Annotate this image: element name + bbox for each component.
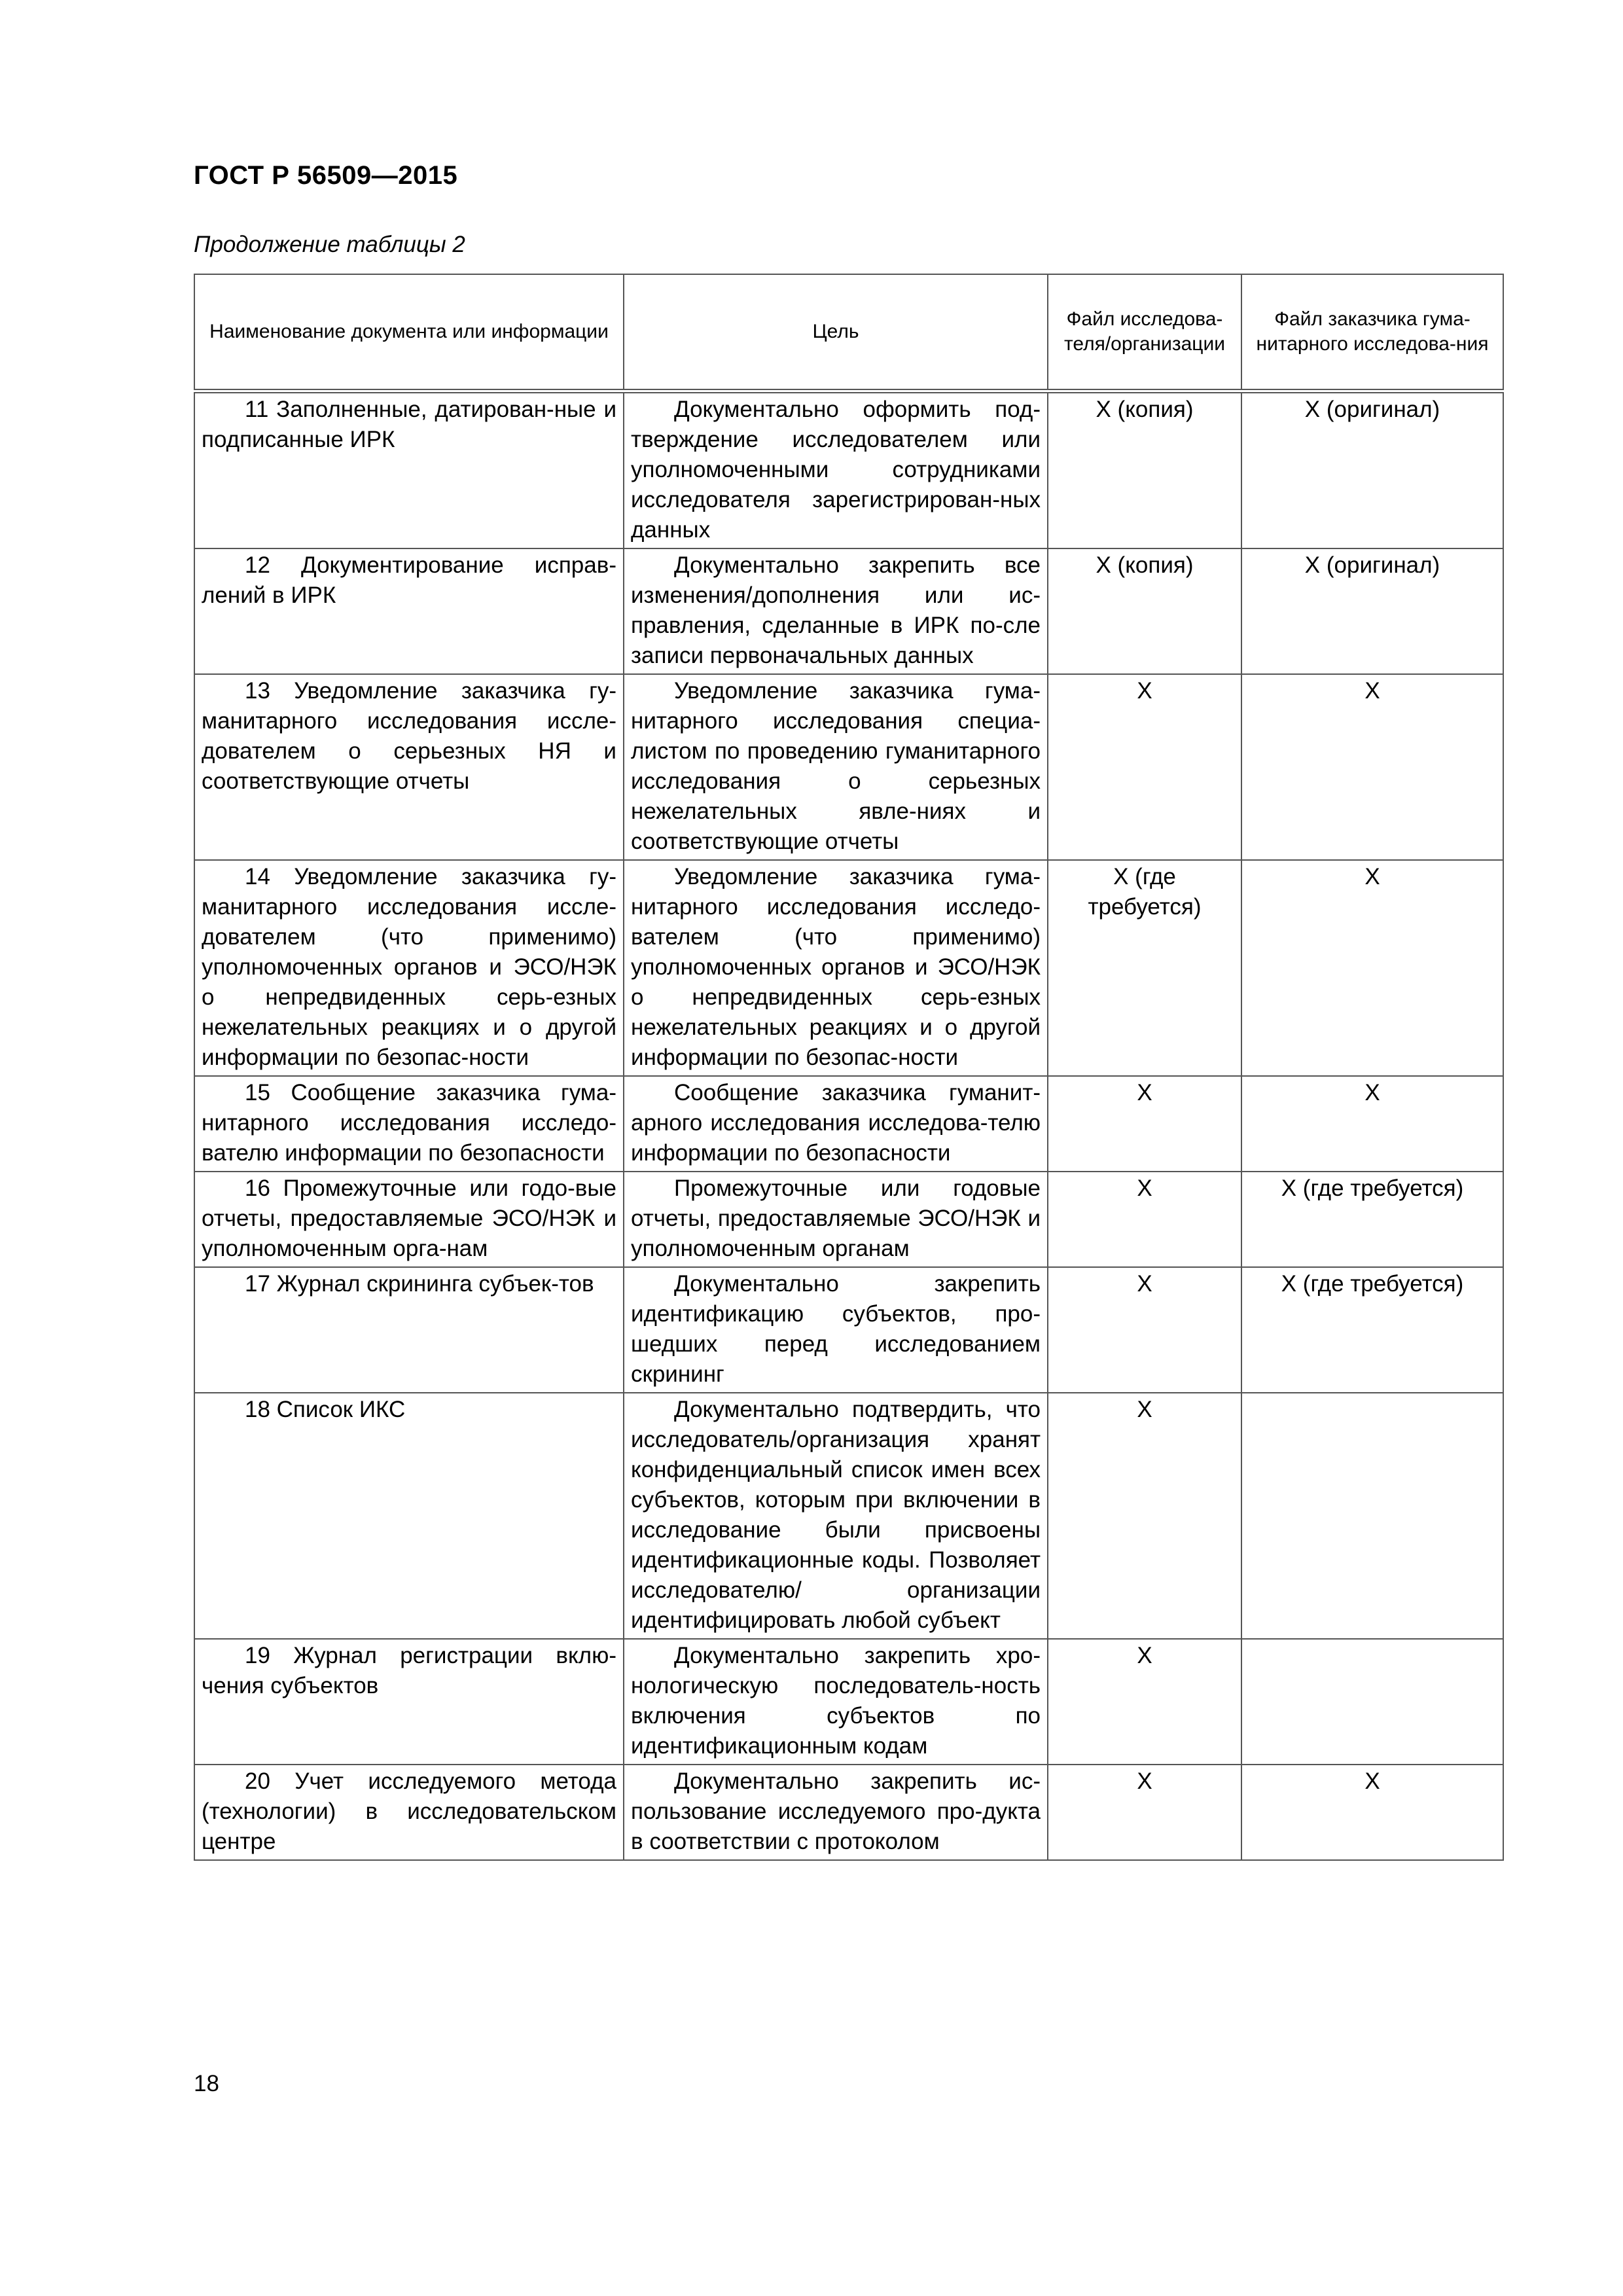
cell-sponsor-file	[1241, 1267, 1503, 1393]
cell-purpose-text: Документально закрепить ис-пользование исследуемого про-дукта в соответствии с протоколом	[631, 1768, 1041, 1854]
cell-document-name	[194, 1172, 624, 1267]
cell-document-name	[194, 1267, 624, 1393]
column-header-name: Наименование документа или информации	[194, 274, 624, 391]
column-header-sponsor-file: Файл заказчика гума-нитарного исследова-ния	[1241, 274, 1503, 391]
cell-investigator-file	[1048, 1172, 1241, 1267]
cell-investigator-file-text: Х (копия)	[1096, 552, 1194, 578]
table-row	[194, 1639, 1503, 1765]
cell-sponsor-file-text: Х (где требуется)	[1281, 1271, 1464, 1297]
cell-document-name	[194, 1076, 624, 1172]
cell-sponsor-file-text: Х	[1364, 1080, 1380, 1105]
cell-investigator-file	[1048, 674, 1241, 860]
table-row	[194, 674, 1503, 860]
cell-document-name-text: 12 Документирование исправ-лений в ИРК	[202, 552, 616, 608]
cell-sponsor-file-text: Х	[1364, 678, 1380, 704]
cell-document-name-text: 14 Уведомление заказчика гу-манитарного исследования иссле-дователем (что применимо) уполномоченных органов и ЭСО/НЭК о непредвиденных серь-езных нежелательных реакциях и о другой информации по безопас-ности	[202, 864, 616, 1070]
cell-document-name-text: 15 Сообщение заказчика гума-нитарного исследования исследо-вателю информации по безопасности	[202, 1080, 616, 1166]
cell-sponsor-file-text: Х	[1364, 1768, 1380, 1794]
cell-investigator-file	[1048, 391, 1241, 549]
column-header-purpose: Цель	[624, 274, 1048, 391]
cell-sponsor-file-text: Х (где требуется)	[1281, 1175, 1464, 1201]
cell-document-name	[194, 391, 624, 549]
cell-investigator-file	[1048, 1267, 1241, 1393]
cell-sponsor-file-text: Х	[1364, 864, 1380, 889]
cell-investigator-file-text: Х (где требуется)	[1088, 864, 1202, 920]
cell-document-name-text: 11 Заполненные, датирован-ные и подписанные ИРК	[202, 397, 616, 452]
cell-document-name-text: 19 Журнал регистрации вклю-чения субъектов	[202, 1643, 616, 1698]
cell-investigator-file-text: Х (копия)	[1096, 397, 1194, 422]
cell-purpose-text: Документально оформить под-тверждение исследователем или уполномоченными сотрудниками исследователя зарегистрирован-ных данных	[631, 397, 1041, 543]
cell-purpose-text: Уведомление заказчика гума-нитарного исследования специа-листом по проведению гуманитарного исследования о серьезных нежелательных явле-ниях и соответствующие отчеты	[631, 678, 1041, 854]
document-table	[194, 274, 1504, 1861]
table-row	[194, 860, 1503, 1076]
table-row	[194, 1393, 1503, 1639]
cell-purpose-text: Документально закрепить хро-нологическую последователь-ность включения субъектов по идентификационным кодам	[631, 1643, 1041, 1759]
cell-purpose	[624, 548, 1048, 674]
cell-sponsor-file	[1241, 674, 1503, 860]
column-header-investigator-file: Файл исследова-теля/организации	[1048, 274, 1241, 391]
cell-sponsor-file	[1241, 1172, 1503, 1267]
table-row	[194, 1076, 1503, 1172]
table-row	[194, 391, 1503, 549]
cell-document-name	[194, 548, 624, 674]
cell-investigator-file-text: Х	[1137, 1397, 1152, 1422]
cell-investigator-file-text: Х	[1137, 1643, 1152, 1668]
cell-investigator-file	[1048, 548, 1241, 674]
cell-purpose	[624, 1639, 1048, 1765]
cell-purpose-text: Уведомление заказчика гума-нитарного исследования исследо-вателем (что применимо) уполномоченных органов и ЭСО/НЭК о непредвиденных серь-езных нежелательных реакциях и о другой информации по безопас-ности	[631, 864, 1041, 1070]
document-code: ГОСТ Р 56509—2015	[194, 161, 458, 190]
cell-investigator-file-text: Х	[1137, 678, 1152, 704]
cell-investigator-file-text: Х	[1137, 1080, 1152, 1105]
cell-document-name-text: 18 Список ИКС	[245, 1397, 406, 1422]
cell-investigator-file-text: Х	[1137, 1175, 1152, 1201]
table-caption: Продолжение таблицы 2	[194, 232, 465, 257]
cell-investigator-file	[1048, 1765, 1241, 1860]
cell-document-name	[194, 674, 624, 860]
cell-purpose	[624, 391, 1048, 549]
cell-investigator-file	[1048, 1076, 1241, 1172]
cell-purpose	[624, 1076, 1048, 1172]
cell-document-name-text: 20 Учет исследуемого метода (технологии) в исследовательском центре	[202, 1768, 616, 1854]
table-header-row	[194, 274, 1503, 391]
table-row	[194, 1172, 1503, 1267]
cell-purpose-text: Документально закрепить все изменения/дополнения или ис-правления, сделанные в ИРК по-сле записи первоначальных данных	[631, 552, 1041, 668]
cell-sponsor-file	[1241, 548, 1503, 674]
cell-document-name	[194, 1393, 624, 1639]
cell-document-name	[194, 860, 624, 1076]
cell-investigator-file-text: Х	[1137, 1768, 1152, 1794]
cell-document-name	[194, 1639, 624, 1765]
cell-purpose	[624, 860, 1048, 1076]
cell-purpose	[624, 1765, 1048, 1860]
cell-sponsor-file	[1241, 1393, 1503, 1639]
cell-investigator-file	[1048, 860, 1241, 1076]
cell-purpose-text: Сообщение заказчика гуманит-арного исследования исследова-телю информации по безопасности	[631, 1080, 1041, 1166]
cell-sponsor-file	[1241, 391, 1503, 549]
cell-document-name-text: 17 Журнал скрининга субъек-тов	[245, 1271, 594, 1297]
table-row	[194, 1765, 1503, 1860]
table-row	[194, 548, 1503, 674]
cell-sponsor-file-text: Х (оригинал)	[1304, 552, 1440, 578]
cell-purpose-text: Документально подтвердить, что исследователь/организация хранят конфиденциальный список имен всех субъектов, которым при включении в исследование были присвоены идентификационные коды. Позволяет исследователю/ организации идентифицировать любой субъект	[631, 1397, 1041, 1633]
cell-purpose	[624, 1267, 1048, 1393]
cell-purpose	[624, 1393, 1048, 1639]
cell-investigator-file-text: Х	[1137, 1271, 1152, 1297]
cell-sponsor-file	[1241, 1765, 1503, 1860]
cell-sponsor-file-text: Х (оригинал)	[1304, 397, 1440, 422]
cell-purpose-text: Промежуточные или годовые отчеты, предоставляемые ЭСО/НЭК и уполномоченным органам	[631, 1175, 1041, 1261]
table-row	[194, 1267, 1503, 1393]
cell-purpose	[624, 674, 1048, 860]
cell-investigator-file	[1048, 1639, 1241, 1765]
cell-document-name	[194, 1765, 624, 1860]
page-number: 18	[194, 2071, 219, 2096]
cell-sponsor-file	[1241, 1639, 1503, 1765]
cell-document-name-text: 16 Промежуточные или годо-вые отчеты, предоставляемые ЭСО/НЭК и уполномоченным орга-нам	[202, 1175, 616, 1261]
cell-sponsor-file	[1241, 860, 1503, 1076]
cell-purpose-text: Документально закрепить идентификацию субъектов, про-шедших перед исследованием скрининг	[631, 1271, 1041, 1387]
cell-investigator-file	[1048, 1393, 1241, 1639]
cell-sponsor-file	[1241, 1076, 1503, 1172]
cell-purpose	[624, 1172, 1048, 1267]
cell-document-name-text: 13 Уведомление заказчика гу-манитарного исследования иссле-дователем о серьезных НЯ и соответствующие отчеты	[202, 678, 616, 794]
